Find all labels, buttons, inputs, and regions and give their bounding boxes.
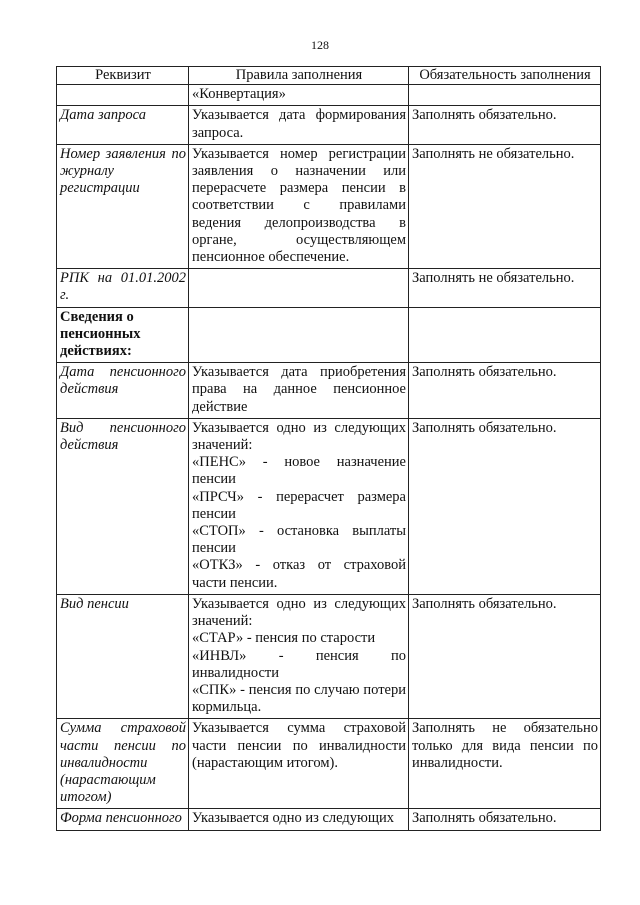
mandatory-cell: Заполнять не обязательно только для вида пенсии по инвалидности. [409, 719, 601, 809]
mandatory-cell [409, 85, 601, 106]
rule-cell [189, 307, 409, 363]
rule-cell [189, 363, 409, 419]
requisites-table [56, 66, 601, 831]
requisite-cell: РПК на 01.01.2002 г. [57, 269, 189, 307]
rule-cell [189, 809, 409, 830]
rule-cell [189, 719, 409, 809]
mandatory-cell: Заполнять обязательно. [409, 809, 601, 830]
page-number: 128 [311, 38, 329, 52]
rule-paragraph: Указывается номер регистрации заявления о назначении или перерасчете размера пенсии в соответствии с правилами ведения делопроизводства в органе, осуществляющем пенсионное обеспечение. [192, 145, 406, 266]
header-mandatory: Обязательность заполнения [409, 67, 601, 85]
rule-paragraph: «СТАР» - пенсия по старости [192, 630, 376, 647]
rule-paragraph: «ИНВЛ» - пенсия по инвалидности [192, 647, 406, 681]
header-fill-rules: Правила заполнения [189, 67, 409, 85]
rule-paragraph: «ОТКЗ» - отказ от страховой части пенсии. [192, 557, 406, 591]
mandatory-cell: Заполнять не обязательно. [409, 144, 601, 268]
rule-paragraph: Указывается дата формирования запроса. [192, 107, 406, 141]
requisite-cell: Вид пенсии [57, 594, 189, 718]
table-row [57, 594, 601, 718]
table-row [57, 269, 601, 307]
rule-paragraph: Указывается одно из следующих [192, 810, 395, 827]
mandatory-cell [409, 307, 601, 363]
rule-cell [189, 418, 409, 594]
table-row [57, 85, 601, 106]
rule-paragraph: Указывается сумма страховой части пенсии по инвалидности (нарастающим итогом). [192, 720, 406, 771]
header-requisite: Реквизит [57, 67, 189, 85]
requisite-cell: Дата запроса [57, 106, 189, 144]
table-row [57, 809, 601, 830]
rule-paragraph: «Конвертация» [192, 86, 286, 103]
mandatory-cell: Заполнять не обязательно. [409, 269, 601, 307]
mandatory-cell: Заполнять обязательно. [409, 363, 601, 419]
table-row [57, 106, 601, 144]
mandatory-cell: Заполнять обязательно. [409, 594, 601, 718]
requisite-cell: Вид пенсионного действия [57, 418, 189, 594]
requisite-cell: Сумма страховой части пенсии по инвалидности (нарастающим итогом) [57, 719, 189, 809]
rule-paragraph: «ПРСЧ» - перерасчет размера пенсии [192, 488, 406, 522]
table-row [57, 307, 601, 363]
rule-cell [189, 269, 409, 307]
rule-paragraph: Указывается одно из следующих значений: [192, 419, 406, 454]
rule-cell [189, 85, 409, 106]
rule-paragraph: Указывается дата приобретения права на данное пенсионное действие [192, 364, 406, 415]
requisite-cell: Дата пенсионного действия [57, 363, 189, 419]
requisite-cell: Номер заявления по журналу регистрации [57, 144, 189, 268]
table-header-row [57, 67, 601, 85]
table-row [57, 363, 601, 419]
table-row [57, 144, 601, 268]
rule-paragraph: «ПЕНС» - новое назначение пенсии [192, 454, 406, 488]
table-row [57, 418, 601, 594]
requisite-cell [57, 85, 189, 106]
rule-paragraph: Указывается одно из следующих значений: [192, 595, 406, 630]
rule-paragraph: «СТОП» - остановка выплаты пенсии [192, 523, 406, 557]
table-row [57, 719, 601, 809]
requisite-cell: Сведения о пенсионных действиях: [57, 307, 189, 363]
rule-cell [189, 144, 409, 268]
mandatory-cell: Заполнять обязательно. [409, 418, 601, 594]
rule-cell [189, 594, 409, 718]
rule-paragraph: «СПК» - пенсия по случаю потери кормильца. [192, 681, 406, 716]
requisite-cell: Форма пенсионного [57, 809, 189, 830]
rule-cell [189, 106, 409, 144]
mandatory-cell: Заполнять обязательно. [409, 106, 601, 144]
